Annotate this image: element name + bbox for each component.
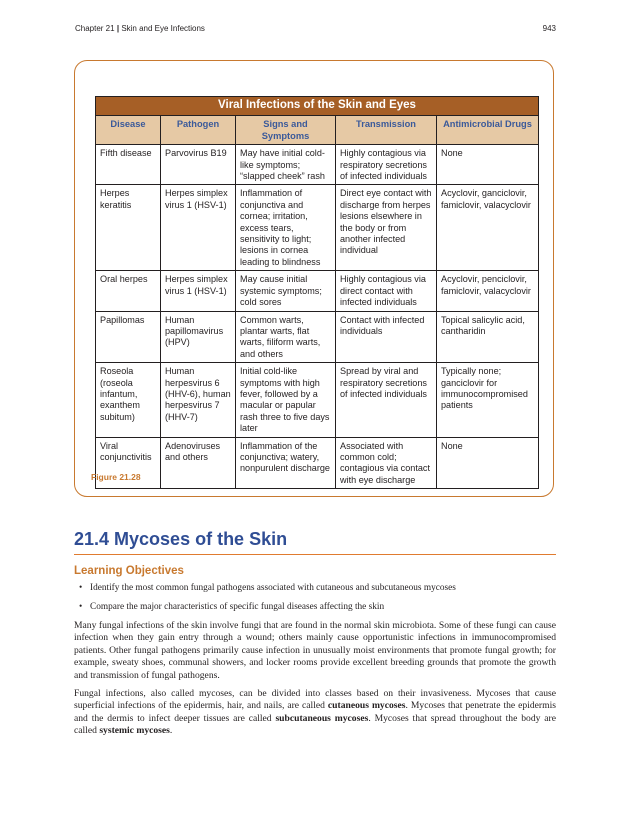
cell-drugs: None	[437, 145, 539, 185]
cell-transmission: Direct eye contact with discharge from herpes lesions elsewhere in the body or from another infected individual	[336, 185, 437, 271]
column-header-pathogen: Pathogen	[161, 116, 236, 145]
key-term-systemic-mycoses: systemic mycoses	[99, 725, 170, 737]
cell-drugs: Acyclovir, ganciclovir, famiclovir, valacyclovir	[437, 185, 539, 271]
column-header-disease: Disease	[96, 116, 161, 145]
cell-symptoms: Initial cold-like symptoms with high fever, followed by a macular or papular rash three to five days later	[236, 363, 336, 437]
table-row	[96, 311, 539, 363]
key-term-cutaneous-mycoses: cutaneous mycoses	[327, 700, 406, 712]
cell-disease: Viral conjunctivitis	[96, 437, 161, 489]
cell-drugs: None	[437, 437, 539, 489]
key-term-subcutaneous-mycoses: subcutaneous mycoses	[275, 712, 369, 724]
cell-drugs: Typically none; ganciclovir for immunocompromised patients	[437, 363, 539, 437]
figure-container	[74, 60, 554, 497]
learning-objectives-heading: Learning Objectives	[74, 565, 184, 577]
viral-infections-table	[95, 96, 539, 489]
table-row	[96, 437, 539, 489]
page-number: 943	[542, 24, 556, 33]
chapter-title: Skin and Eye Infections	[121, 24, 205, 33]
cell-pathogen: Herpes simplex virus 1 (HSV-1)	[161, 271, 236, 311]
table-row	[96, 145, 539, 185]
cell-pathogen: Adenoviruses and others	[161, 437, 236, 489]
section-divider	[74, 554, 556, 555]
body-paragraph-2	[74, 688, 556, 738]
column-header-signs-symptoms: Signs and Symptoms	[236, 116, 336, 145]
cell-pathogen: Human papillomavirus (HPV)	[161, 311, 236, 363]
paragraph-text: . Mycoses that penetrate the epidermis and the dermis to infect deeper tissues are called	[74, 700, 556, 724]
cell-pathogen: Parvovirus B19	[161, 145, 236, 185]
cell-transmission: Highly contagious via direct contact with infected individuals	[336, 271, 437, 311]
table-row	[96, 363, 539, 437]
cell-symptoms: Inflammation of conjunctiva and cornea; irritation, excess tears, sensitivity to light; lesions in cornea leading to blindness	[236, 185, 336, 271]
paragraph-text: . Mycoses that spread throughout the body are called	[74, 712, 556, 737]
learning-objectives-list	[74, 582, 556, 620]
list-item: • Identify the most common fungal pathogens associated with cutaneous and subcutaneous mycoses	[74, 582, 556, 594]
cell-disease: Herpes keratitis	[96, 185, 161, 271]
figure-caption: Figure 21.28	[91, 472, 141, 482]
paragraph-text: Fungal infections, also called mycoses, can be divided into classes based on their invasiveness. Mycoses that cause superficial infections of the epidermis, hair, and nails, are called	[74, 688, 556, 712]
cell-transmission: Spread by viral and respiratory secretions of infected individuals	[336, 363, 437, 437]
page-header	[75, 24, 556, 33]
running-head	[75, 24, 205, 33]
cell-pathogen: Herpes simplex virus 1 (HSV-1)	[161, 185, 236, 271]
cell-transmission: Contact with infected individuals	[336, 311, 437, 363]
cell-symptoms: Inflammation of the conjunctiva; watery, nonpurulent discharge	[236, 437, 336, 489]
cell-transmission: Highly contagious via respiratory secretions of infected individuals	[336, 145, 437, 185]
column-header-transmission: Transmission	[336, 116, 437, 145]
table-row	[96, 271, 539, 311]
cell-transmission: Associated with common cold; contagious via contact with eye discharge	[336, 437, 437, 489]
cell-symptoms: Common warts, plantar warts, flat warts, filiform warts, and others	[236, 311, 336, 363]
paragraph-text: .	[169, 725, 173, 737]
column-header-antimicrobial-drugs: Antimicrobial Drugs	[437, 116, 539, 145]
cell-symptoms: May cause initial systemic symptoms; cold sores	[236, 271, 336, 311]
cell-disease: Papillomas	[96, 311, 161, 363]
cell-disease: Roseola (roseola infantum, exanthem subitum)	[96, 363, 161, 437]
header-separator: |	[116, 24, 120, 33]
cell-disease: Fifth disease	[96, 145, 161, 185]
cell-drugs: Acyclovir, penciclovir, famiclovir, valacyclovir	[437, 271, 539, 311]
cell-symptoms: May have initial cold-like symptoms; “slapped cheek” rash	[236, 145, 336, 185]
body-paragraph-1: Many fungal infections of the skin involve fungi that are found in the normal skin microbiota. Some of these fungi can cause infection when they gain entry through a wound; others mainly cause opportunistic infections in immunocompromised patients. Other fungal pathogens primarily cause infection in unusually moist environments that promote fungal growth; for example, sweaty shoes, communal showers, and locker rooms provide excellent breeding grounds that promote the growth and transmission of fungal pathogens.	[74, 620, 556, 681]
cell-disease: Oral herpes	[96, 271, 161, 311]
chapter-label: Chapter 21	[75, 24, 115, 33]
cell-pathogen: Human herpesvirus 6 (HHV-6), human herpesvirus 7 (HHV-7)	[161, 363, 236, 437]
section-title: 21.4 Mycoses of the Skin	[74, 529, 288, 549]
cell-drugs: Topical salicylic acid, cantharidin	[437, 311, 539, 363]
table-row	[96, 185, 539, 271]
list-item: • Compare the major characteristics of specific fungal diseases affecting the skin	[74, 601, 556, 613]
table-title: Viral Infections of the Skin and Eyes	[96, 97, 539, 116]
